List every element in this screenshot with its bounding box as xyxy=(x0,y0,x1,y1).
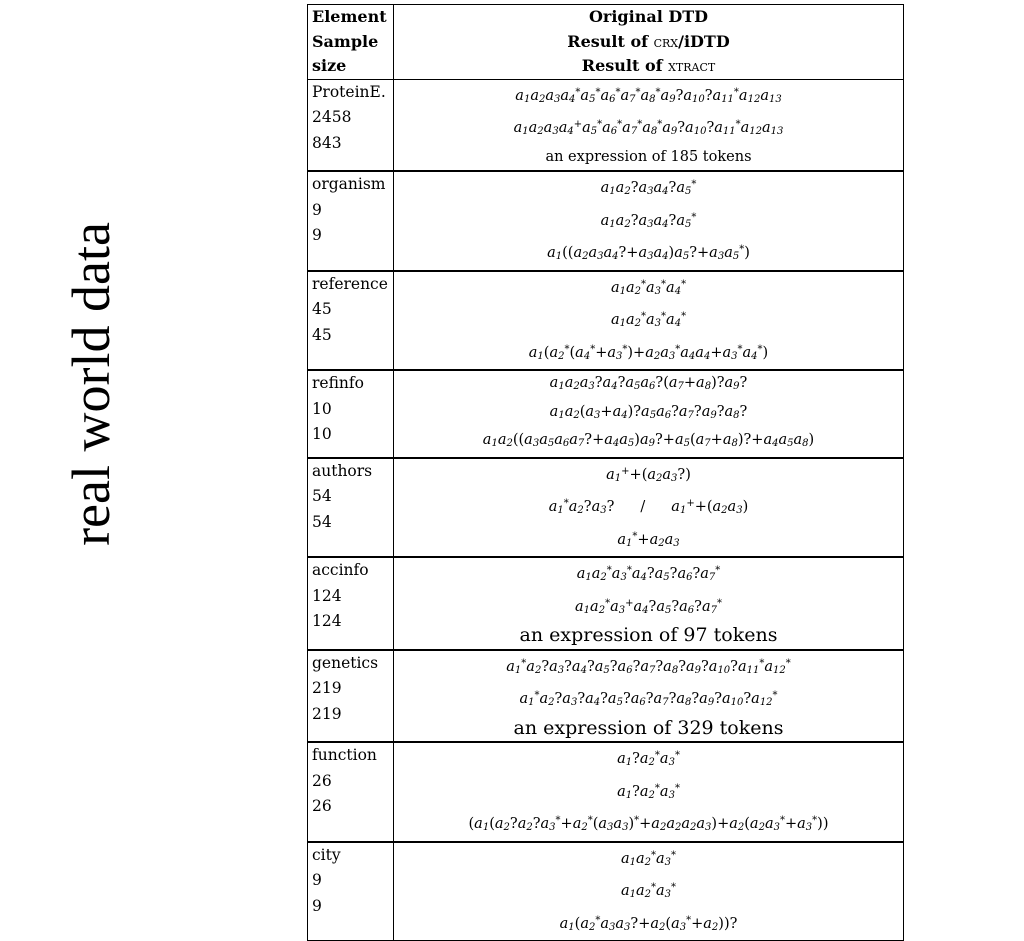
crx-idtd-expression: $a_1a_2(a_3+a_4)?a_5a_6?a_7?a_9?a_8$? xyxy=(549,403,748,421)
original-sample-size: 9 xyxy=(312,871,322,889)
table-row xyxy=(308,742,904,842)
original-dtd-expression: $a_1a_2a_3a_4^*a_5^*a_6^*a_7^*a_8^*a_9?a_{10}?a_{11}^*a_{12}a_{13}$ xyxy=(515,86,782,105)
original-dtd-expression: $a_1?a_2^*a_3^*$ xyxy=(617,750,680,768)
original-dtd-expression: $a_1a_2?a_3a_4?a_5^*$ xyxy=(600,179,697,197)
original-dtd-expression: $a_1^*a_2?a_3?a_4?a_5?a_6?a_7?a_8?a_9?a_{10}?a_{11}^*a_{12}^*$ xyxy=(506,657,791,676)
xtract-expression: $a_1((a_2a_3a_4?+a_3a_4)a_5?+a_3a_5^*)$ xyxy=(547,244,750,262)
original-dtd-expression: $a_1a_2^*a_3^*a_4^*$ xyxy=(610,278,687,297)
xtract-expression: an expression of 329 tokens xyxy=(513,716,784,739)
crx-idtd-expression: $a_1^*a_2?a_3$? / $a_1^++(a_2a_3)$ xyxy=(398,491,899,524)
table-row xyxy=(308,370,904,458)
element-name: genetics xyxy=(312,653,379,672)
xtract-expression: $a_1(a_2^*(a_4^*+a_3^*)+a_2a_3^*a_4a_4+a_3^*a_4^*)$ xyxy=(528,343,769,362)
header-col2-line3-pre: Result of xyxy=(581,56,669,75)
row-expressions xyxy=(394,742,904,842)
original-sample-size: 124 xyxy=(312,586,342,605)
xtract-sample-size: 219 xyxy=(312,704,342,723)
row-expressions xyxy=(394,842,904,941)
xtract-sample-size: 10 xyxy=(312,425,332,443)
table-row xyxy=(308,458,904,558)
header-col1-line2: Sample xyxy=(312,31,379,51)
header-col2 xyxy=(394,5,904,80)
side-label: real world data xyxy=(61,222,121,546)
row-labels xyxy=(308,370,394,458)
table-row xyxy=(308,650,904,743)
row-expressions xyxy=(394,79,904,171)
row-labels xyxy=(308,842,394,941)
xtract-expression: $a_1^*+a_2a_3$ xyxy=(617,530,680,549)
row-expressions xyxy=(394,171,904,271)
row-labels xyxy=(308,171,394,271)
crx-idtd-expression: $a_1a_2^*a_3^*a_4^*$ xyxy=(610,311,687,329)
element-name: reference xyxy=(312,274,388,293)
row-labels xyxy=(308,458,394,558)
crx-idtd-expression: $a_1^*a_2?a_3?a_4?a_5?a_6?a_7?a_8?a_9?a_{10}?a_{12}^*$ xyxy=(519,690,778,708)
header-col2-line2 xyxy=(398,30,899,55)
original-dtd-expression: $a_1a_2^*a_3^*$ xyxy=(620,849,677,868)
xtract-sample-size: 54 xyxy=(312,512,332,531)
xtract-sample-size: 45 xyxy=(312,325,332,344)
xtract-expression: $a_1a_2((a_3a_5a_6a_7?+a_4a_5)a_9?+a_5(a_7+a_8)?+a_4a_5a_8)$ xyxy=(482,432,815,449)
header-col2-line1: Original DTD xyxy=(588,7,708,26)
original-dtd-expression: $a_1a_2a_3?a_4?a_5a_6?(a_7+a_8)?a_9$? xyxy=(549,375,748,392)
element-name: function xyxy=(312,746,377,764)
table-row xyxy=(308,171,904,271)
original-sample-size: 45 xyxy=(312,300,332,318)
xtract-expression: an expression of 97 tokens xyxy=(519,624,778,646)
header-col2-line2-post: /iDTD xyxy=(678,31,730,51)
original-dtd-expression: $a_1a_2^*a_3^*a_4?a_5?a_6?a_7^*$ xyxy=(576,565,721,583)
element-name: organism xyxy=(312,175,386,193)
header-xtract: xtract xyxy=(668,57,716,75)
row-labels xyxy=(308,271,394,371)
crx-idtd-expression: $a_1a_2^*a_3^*$ xyxy=(620,882,677,900)
xtract-expression: $(a_1(a_2?a_2?a_3^*+a_2^*(a_3a_3)^*+a_2a_2a_2a_3)+a_2(a_2a_3^*+a_3^*))$ xyxy=(468,815,829,833)
crx-idtd-expression: $a_1a_2^*a_3^+a_4?a_5?a_6?a_7^*$ xyxy=(575,597,722,616)
table-row xyxy=(308,557,904,650)
header-col2-line2-pre: Result of xyxy=(567,31,654,51)
element-name: accinfo xyxy=(312,561,369,579)
header-col1-line3: size xyxy=(312,56,347,75)
header-col1-line1: Element xyxy=(312,7,387,26)
xtract-expression: an expression of 185 tokens xyxy=(545,148,752,165)
row-expressions xyxy=(394,557,904,650)
row-expressions xyxy=(394,271,904,371)
element-name: refinfo xyxy=(312,374,364,392)
xtract-sample-size: 9 xyxy=(312,896,322,915)
header-col2-line3 xyxy=(398,54,899,79)
table-header xyxy=(308,5,904,80)
row-expressions xyxy=(394,650,904,743)
header-col1 xyxy=(308,5,394,80)
original-sample-size: 9 xyxy=(312,200,322,219)
original-sample-size: 219 xyxy=(312,679,342,697)
row-labels xyxy=(308,79,394,171)
row-labels xyxy=(308,742,394,842)
table-row xyxy=(308,842,904,941)
original-sample-size: 26 xyxy=(312,771,332,790)
crx-idtd-expression: $a_1a_2a_3a_4^+a_5^*a_6^*a_7^*a_8^*a_9?a_{10}?a_{11}^*a_{12}a_{13}$ xyxy=(513,119,784,137)
table-row xyxy=(308,271,904,371)
row-labels xyxy=(308,650,394,743)
row-expressions xyxy=(394,370,904,458)
original-sample-size: 2458 xyxy=(312,108,352,126)
original-sample-size: 10 xyxy=(312,399,332,418)
xtract-sample-size: 26 xyxy=(312,797,332,815)
slash-separator: / xyxy=(640,499,646,515)
row-labels xyxy=(308,557,394,650)
crx-idtd-expression: $a_1a_2?a_3a_4?a_5^*$ xyxy=(600,211,697,230)
original-sample-size: 54 xyxy=(312,487,332,505)
element-name: authors xyxy=(312,461,373,480)
table-row xyxy=(308,79,904,171)
xtract-sample-size: 843 xyxy=(312,133,342,152)
element-name: ProteinE. xyxy=(312,82,386,101)
original-dtd-expression: $a_1^++(a_2a_3?)$ xyxy=(606,465,691,484)
crx-idtd-expression: $a_1?a_2^*a_3^*$ xyxy=(617,782,680,801)
header-crx: crx xyxy=(653,32,679,51)
xtract-sample-size: 124 xyxy=(312,612,342,630)
xtract-expression: $a_1(a_2^*a_3a_3?+a_2(a_3^*+a_2))$? xyxy=(559,914,738,933)
element-name: city xyxy=(312,845,341,864)
row-expressions xyxy=(394,458,904,558)
xtract-sample-size: 9 xyxy=(312,226,322,244)
dtd-comparison-table xyxy=(307,4,904,941)
